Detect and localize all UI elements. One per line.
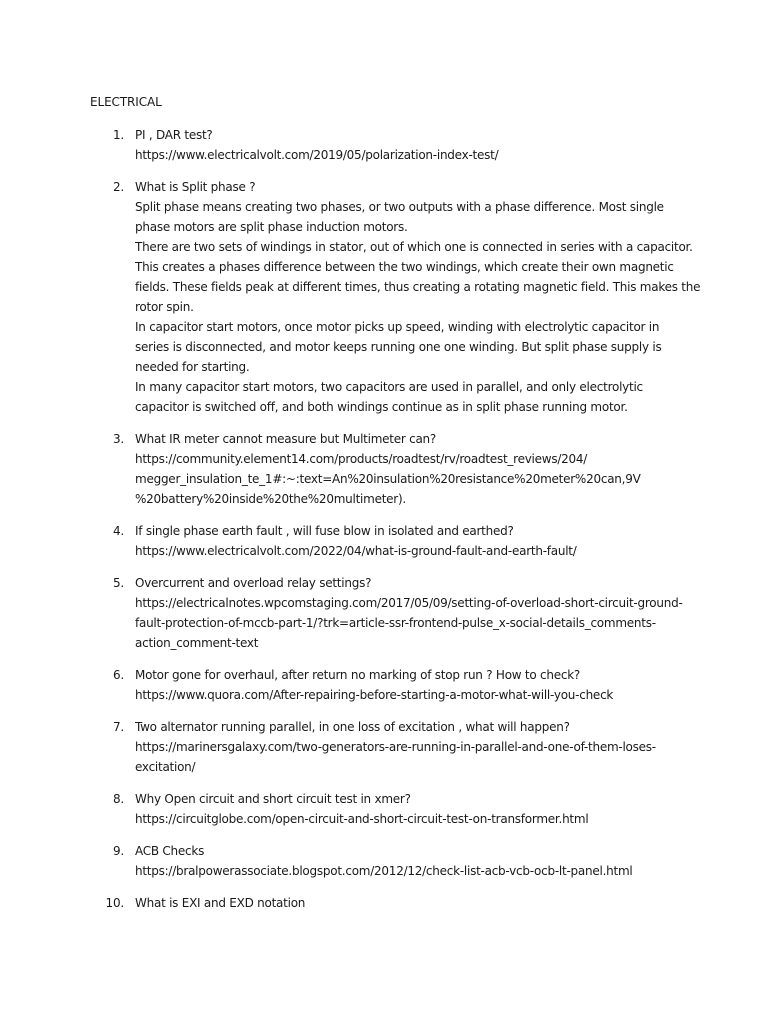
reference-url-line[interactable]: https://www.electricalvolt.com/2022/04/what-is-ground-fault-and-earth-fault/ [135, 544, 577, 558]
list-item [0, 429, 768, 509]
question-text: Why Open circuit and short circuit test in xmer? [135, 792, 411, 806]
list-item-number: 6. [112, 668, 124, 682]
answer-text-line: capacitor is switched off, and both windings continue as in split phase running motor. [135, 400, 628, 414]
answer-text-line: There are two sets of windings in stator, out of which one is connected in series with a capacitor. [135, 240, 693, 254]
answer-text-line: In many capacitor start motors, two capacitors are used in parallel, and only electrolytic [135, 380, 643, 394]
question-text: Motor gone for overhaul, after return no marking of stop run ? How to check? [135, 668, 581, 682]
list-item [0, 125, 768, 165]
list-item-number: 1. [112, 128, 124, 142]
reference-url-line[interactable]: https://www.quora.com/After-repairing-before-starting-a-motor-what-will-you-check [135, 688, 614, 702]
list-item-number: 8. [112, 792, 124, 806]
answer-text-line: This creates a phases difference between the two windings, which create their own magnetic [135, 260, 674, 274]
list-item-number: 5. [112, 576, 124, 590]
list-item-number: 9. [112, 844, 124, 858]
answer-text-line: fields. These fields peak at different times, thus creating a rotating magnetic field. This makes the [135, 280, 701, 294]
reference-url-line[interactable]: https://www.electricalvolt.com/2019/05/polarization-index-test/ [135, 148, 499, 162]
reference-url-line[interactable]: https://bralpowerassociate.blogspot.com/2012/12/check-list-acb-vcb-ocb-lt-panel.html [135, 864, 633, 878]
list-item-number: 4. [112, 524, 124, 538]
question-list [0, 125, 768, 925]
reference-url-line[interactable]: %20battery%20inside%20the%20multimeter). [135, 492, 406, 506]
reference-url-line[interactable]: https://marinersgalaxy.com/two-generators-are-running-in-parallel-and-one-of-them-loses- [135, 740, 656, 754]
document-heading: ELECTRICAL [90, 95, 162, 109]
question-text: Two alternator running parallel, in one loss of excitation , what will happen? [135, 720, 570, 734]
list-item [0, 717, 768, 777]
list-item-number: 3. [112, 432, 124, 446]
question-text: What is EXI and EXD notation [135, 896, 306, 910]
reference-url-line[interactable]: https://circuitglobe.com/open-circuit-and-short-circuit-test-on-transformer.html [135, 812, 589, 826]
answer-text-line: In capacitor start motors, once motor picks up speed, winding with electrolytic capacitor in [135, 320, 660, 334]
list-item-number: 10. [105, 896, 124, 910]
reference-url-line[interactable]: https://electricalnotes.wpcomstaging.com/2017/05/09/setting-of-overload-short-circuit-ground- [135, 596, 683, 610]
question-text: PI , DAR test? [135, 128, 213, 142]
list-item [0, 521, 768, 561]
question-text: Overcurrent and overload relay settings? [135, 576, 372, 590]
answer-text-line: Split phase means creating two phases, or two outputs with a phase difference. Most single [135, 200, 664, 214]
answer-text-line: rotor spin. [135, 300, 194, 314]
list-item [0, 573, 768, 653]
list-item-number: 7. [112, 720, 124, 734]
question-text: If single phase earth fault , will fuse blow in isolated and earthed? [135, 524, 514, 538]
list-item [0, 893, 768, 913]
reference-url-line[interactable]: https://community.element14.com/products/roadtest/rv/roadtest_reviews/204/ [135, 452, 588, 466]
list-item [0, 789, 768, 829]
answer-text-line: series is disconnected, and motor keeps running one one winding. But split phase supply is [135, 340, 662, 354]
answer-text-line: phase motors are split phase induction motors. [135, 220, 408, 234]
list-item [0, 841, 768, 881]
reference-url-line[interactable]: action_comment-text [135, 636, 259, 650]
reference-url-line[interactable]: fault-protection-of-mccb-part-1/?trk=article-ssr-frontend-pulse_x-social-details_comments- [135, 616, 656, 630]
list-item-number: 2. [112, 180, 124, 194]
list-item [0, 665, 768, 705]
question-text: What IR meter cannot measure but Multimeter can? [135, 432, 437, 446]
reference-url-line[interactable]: excitation/ [135, 760, 196, 774]
list-item [0, 177, 768, 417]
reference-url-line[interactable]: megger_insulation_te_1#:~:text=An%20insulation%20resistance%20meter%20can,9V [135, 472, 641, 486]
question-text: What is Split phase ? [135, 180, 256, 194]
question-text: ACB Checks [135, 844, 205, 858]
answer-text-line: needed for starting. [135, 360, 250, 374]
